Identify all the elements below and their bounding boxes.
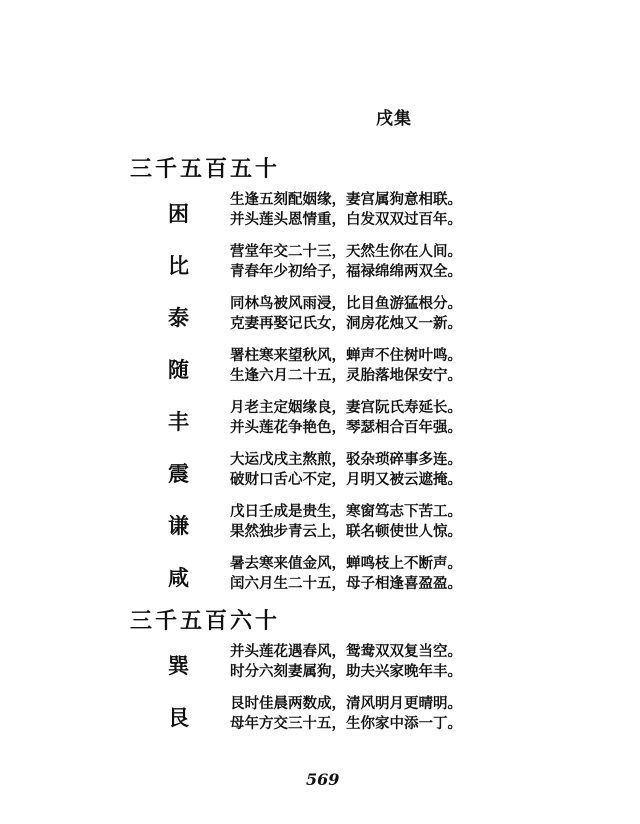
- verse-entry: [130, 694, 530, 738]
- verse-entry: [130, 346, 530, 390]
- verse-line: 青春年少初给子，福禄绵绵两双全。: [230, 263, 462, 280]
- verse-line: 破财口舌心不定，月明又被云遮掩。: [230, 471, 462, 488]
- verse-line: 同林鸟被风雨浸，比目鱼游猛根分。: [230, 295, 462, 312]
- verse-text: [230, 398, 462, 438]
- verse-line: 并头莲花遇春风，鸳鸯双双复当空。: [230, 643, 462, 660]
- hexagram-name: 谦: [168, 513, 189, 538]
- verse-line: 时分六刻妻属狗，助夫兴家晚年丰。: [230, 663, 462, 680]
- verse-text: [230, 554, 462, 594]
- verse-line: 并头莲头恩情重，白发双双过百年。: [230, 211, 462, 228]
- hexagram-name: 随: [168, 357, 189, 382]
- verse-line: 营堂年交二十三，天然生你在人间。: [230, 243, 462, 260]
- hexagram-name: 泰: [168, 305, 189, 330]
- verse-entry: [130, 398, 530, 442]
- verse-line: 月老主定姻缘良，妻宫阮氏寿延长。: [230, 399, 462, 416]
- verse-line: 艮时佳晨两数成，清风明月更晴明。: [230, 695, 462, 712]
- hexagram-name: 咸: [168, 565, 189, 590]
- section-title: 三千五百六十: [130, 608, 281, 634]
- verse-text: [230, 294, 462, 334]
- verse-line: 并头莲花争艳色，琴瑟相合百年强。: [230, 419, 462, 436]
- hexagram-name: 巽: [168, 653, 189, 678]
- hexagram-name: 艮: [168, 705, 189, 730]
- verse-line: 母年方交三十五，生你家中添一丁。: [230, 715, 462, 732]
- page-number: 569: [306, 770, 340, 789]
- verse-line: 生逢六月二十五，灵胎落地保安宁。: [230, 367, 462, 384]
- verse-entry: [130, 242, 530, 286]
- verse-entry: [130, 642, 530, 686]
- verse-line: 戊日壬成是贵生，寒窗笃志下苦工。: [230, 503, 462, 520]
- verse-entry: [130, 450, 530, 494]
- verse-text: [230, 346, 462, 386]
- verse-text: [230, 242, 462, 282]
- verse-text: [230, 190, 462, 230]
- verse-line: 署柱寒来望秋风，蝉声不住树叶鸣。: [230, 347, 462, 364]
- verse-line: 果然独步青云上，联名顿使世人惊。: [230, 523, 462, 540]
- hexagram-name: 困: [168, 201, 189, 226]
- hexagram-name: 震: [168, 461, 189, 486]
- verse-line: 生逢五刻配姻缘，妻宫属狗意相联。: [230, 191, 462, 208]
- verse-text: [230, 694, 462, 734]
- verse-text: [230, 502, 462, 542]
- verse-line: 克妻再娶记氏女，洞房花烛又一新。: [230, 315, 462, 332]
- verse-entry: [130, 502, 530, 546]
- verse-text: [230, 450, 462, 490]
- verse-entry: [130, 554, 530, 598]
- hexagram-name: 比: [168, 253, 189, 278]
- verse-line: 大运戊戌主熬煎，驳杂琐碎事多连。: [230, 451, 462, 468]
- verse-line: 闰六月生二十五，母子相逢喜盈盈。: [230, 575, 462, 592]
- verse-line: 暑去寒来值金风，蝉鸣枝上不断声。: [230, 555, 462, 572]
- section-title: 三千五百五十: [130, 156, 281, 182]
- verse-entry: [130, 190, 530, 234]
- verse-entry: [130, 294, 530, 338]
- running-head: 戌集: [376, 109, 412, 129]
- hexagram-name: 丰: [168, 409, 189, 434]
- verse-text: [230, 642, 462, 682]
